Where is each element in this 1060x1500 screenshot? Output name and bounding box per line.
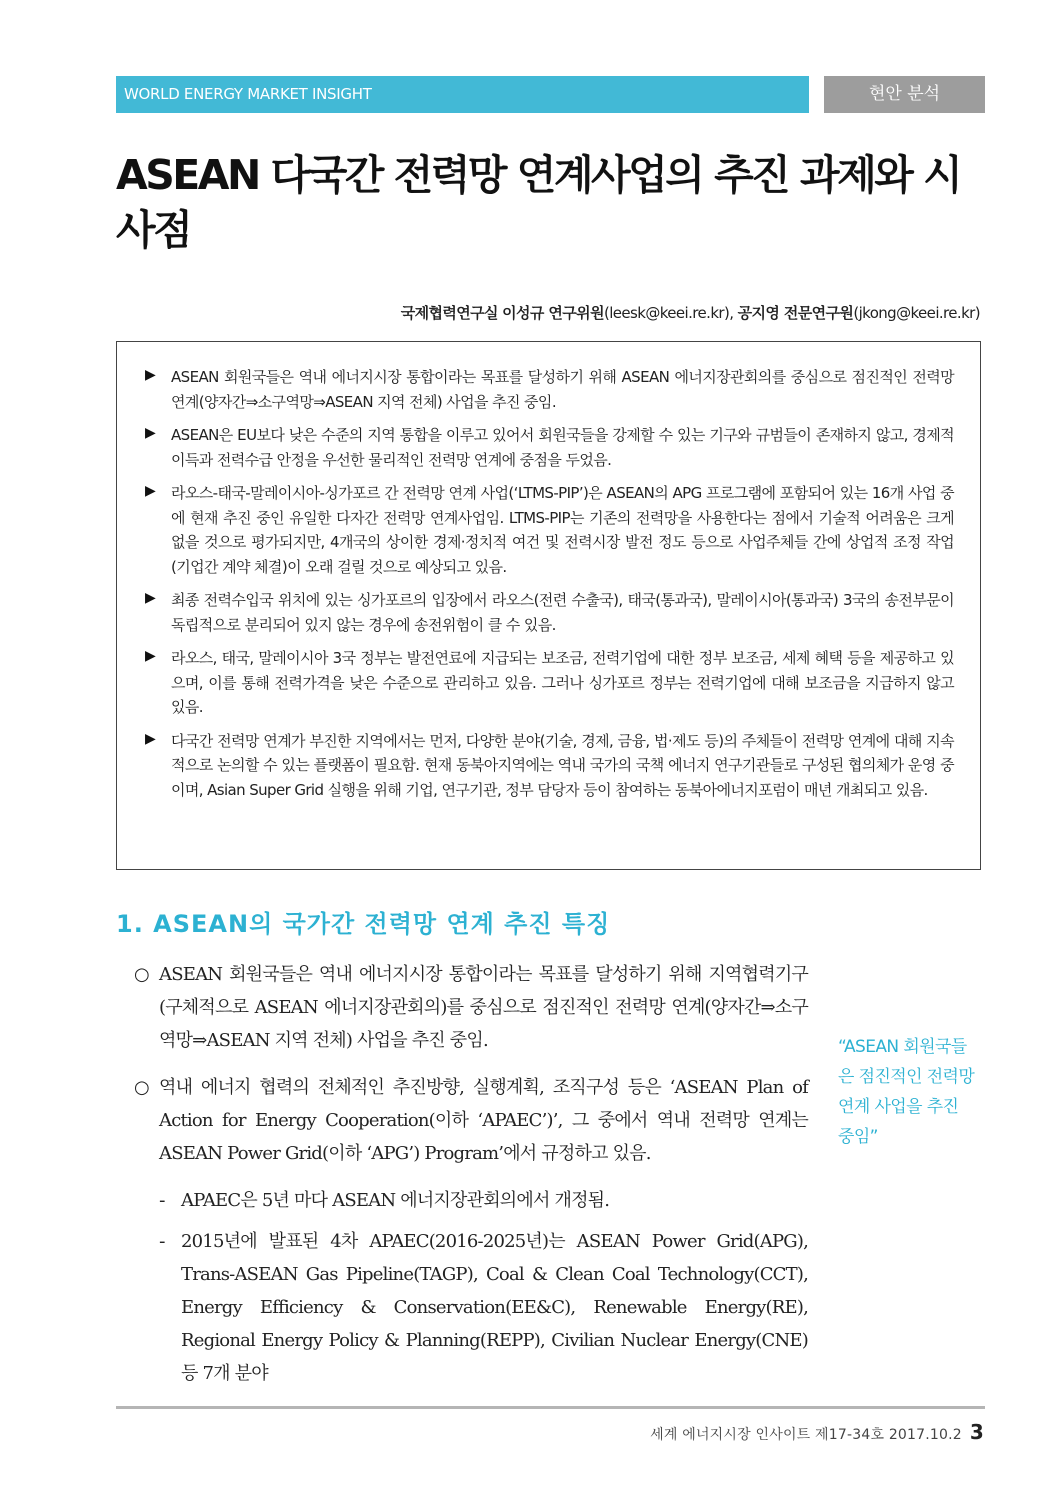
summary-item — [145, 646, 954, 720]
arrow-icon: ▶ — [145, 590, 156, 606]
header-category — [824, 76, 985, 113]
summary-item — [145, 729, 954, 803]
summary-item — [145, 365, 954, 414]
author-name-2: 공지영 전문연구원 — [737, 304, 854, 322]
summary-text: 라오스, 태국, 말레이시아 3국 정부는 발전연료에 지급되는 보조금, 전력기업에 대한 정부 보조금, 세제 혜택 등을 제공하고 있으며, 이를 통해 전력가격을 낮은 수준으로 관리하고 있음. 그러나 싱가포르 정부는 전력기업에 대해 보조금을 지급하지 않고 있음. — [171, 649, 954, 716]
summary-item — [145, 588, 954, 637]
paragraph-text: ASEAN 회원국들은 역내 에너지시장 통합이라는 목표를 달성하기 위해 지역협력기구(구체적으로 ASEAN 에너지장관회의)를 중심으로 점진적인 전력망 연계(양자간⇒소구역망⇒ASEAN 지역 전체) 사업을 추진 중임. — [159, 964, 808, 1051]
author-email-2: (jkong@keei.re.kr) — [853, 304, 980, 322]
header-series: WORLD ENERGY MARKET INSIGHT — [124, 85, 372, 103]
summary-text: ASEAN 회원국들은 역내 에너지시장 통합이라는 목표를 달성하기 위해 ASEAN 에너지장관회의를 중심으로 점진적인 전력망 연계(양자간⇒소구역망⇒ASEAN 지역 전체) 사업을 추진 중임. — [171, 368, 954, 411]
sub-item — [134, 1184, 808, 1217]
page-title: ASEAN 다국간 전력망 연계사업의 추진 과제와 시사점 — [116, 151, 961, 254]
author-line — [401, 302, 980, 323]
author-name-1: 이성규 연구위원 — [502, 304, 604, 322]
dash-bullet-icon: - — [159, 1231, 166, 1252]
body-paragraph — [134, 1071, 808, 1170]
footer-publication: 세계 에너지시장 인사이트 제17-34호 2017.10.2 — [650, 1427, 962, 1443]
summary-text: 다국간 전력망 연계가 부진한 지역에서는 먼저, 다양한 분야(기술, 경제, 금융, 법·제도 등)의 주체들이 전력망 연계에 대해 지속적으로 논의할 수 있는 플랫폼이 필요함. 현재 동북아지역에는 역내 국가의 국책 에너지 연구기관들로 구성된 협의체가 운영 중이며, Asian Super Grid 실행을 위해 기업, 연구기관, 정부 담당자 등이 참여하는 동북아에너지포럼이 매년 개최되고 있음. — [171, 731, 954, 799]
arrow-icon: ▶ — [145, 483, 156, 499]
section-title: 1. ASEAN의 국가간 전력망 연계 추진 특징 — [116, 910, 611, 938]
circle-bullet-icon: ○ — [134, 964, 150, 985]
header-series-bar — [116, 76, 809, 113]
page-number: 3 — [969, 1420, 984, 1444]
summary-box — [116, 341, 981, 870]
footer — [650, 1420, 984, 1444]
pull-quote: “ASEAN 회원국들은 점진적인 전력망 연계 사업을 추진 중임” — [838, 1037, 975, 1147]
header-category-label: 현안 분석 — [868, 84, 941, 104]
paragraph-text: 역내 에너지 협력의 전체적인 추진방향, 실행계획, 조직구성 등은 ‘ASEAN Plan of Action for Energy Cooperation(이하 ‘APAEC’)’, 그 중에서 역내 전력망 연계는 ASEAN Power Grid(이하 ‘APG’) Program’에서 규정하고 있음. — [159, 1077, 808, 1164]
author-dept: 국제협력연구실 — [400, 304, 498, 322]
arrow-icon: ▶ — [145, 648, 156, 664]
summary-text: 최종 전력수입국 위치에 있는 싱가포르의 입장에서 라오스(전련 수출국), 태국(통과국), 말레이시아(통과국) 3국의 송전부문이 독립적으로 분리되어 있지 않는 경우에 송전위험이 클 수 있음. — [171, 591, 954, 634]
sub-item-text: 2015년에 발표된 4차 APAEC(2016-2025년)는 ASEAN Power Grid(APG), Trans-ASEAN Gas Pipeline(TAGP), Coal & Clean Coal Technology(CCT), Energy Efficiency & Conservation(EE&C), Renewable Energy(RE), Regional Energy Policy & Planning(REPP), Civilian Nuclear Energy(CNE) 등 7개 분야 — [181, 1231, 808, 1384]
arrow-icon: ▶ — [145, 425, 156, 441]
dash-bullet-icon: - — [159, 1190, 166, 1211]
summary-item — [145, 423, 954, 472]
summary-text: ASEAN은 EU보다 낮은 수준의 지역 통합을 이루고 있어서 회원국들을 강제할 수 있는 기구와 규범들이 존재하지 않고, 경제적 이득과 전력수급 안정을 우선한 물리적인 전력망 연계에 중점을 두었음. — [171, 426, 954, 469]
body-paragraph — [134, 958, 808, 1057]
sub-item — [134, 1225, 808, 1390]
summary-text: 라오스-태국-말레이시아-싱가포르 간 전력망 연계 사업(‘LTMS-PIP’)은 ASEAN의 APG 프로그램에 포함되어 있는 16개 사업 중에 현재 추진 중인 유일한 다자간 전력망 연계사업임. LTMS-PIP는 기존의 전력망을 사용한다는 점에서 기술적 어려움은 크게 없을 것으로 평가되지만, 4개국의 상이한 경제·정치적 여건 및 전력시장 발전 정도 등으로 사업주체들 간에 상업적 조정 작업(기업간 계약 체결)이 오래 걸릴 것으로 예상되고 있음. — [171, 484, 954, 576]
arrow-icon: ▶ — [145, 730, 156, 747]
footer-divider — [116, 1406, 985, 1409]
arrow-icon: ▶ — [145, 367, 156, 383]
body-column — [134, 958, 808, 1398]
author-email-1: (leesk@keei.re.kr), — [603, 304, 734, 322]
sub-item-text: APAEC은 5년 마다 ASEAN 에너지장관회의에서 개정됨. — [181, 1190, 610, 1211]
circle-bullet-icon: ○ — [134, 1077, 150, 1098]
summary-item — [145, 481, 954, 579]
